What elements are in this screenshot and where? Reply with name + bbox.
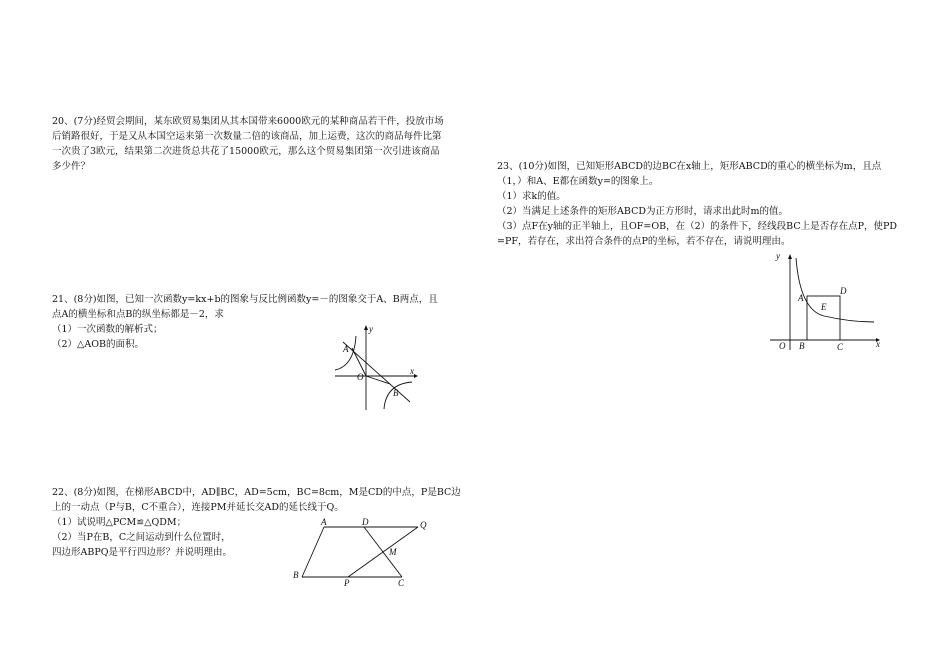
- problem-23-line-4: （2）当满足上述条件的矩形ABCD为正方形时，请求出此时m的值。: [497, 206, 788, 217]
- segment-pq: [348, 527, 418, 577]
- label-x: x: [410, 366, 414, 376]
- label-o: O: [779, 341, 786, 351]
- label-b: B: [393, 388, 399, 398]
- label-x: x: [876, 339, 880, 349]
- figure-21-graph: [330, 322, 420, 414]
- label-m: M: [389, 547, 397, 557]
- label-y: y: [776, 251, 780, 261]
- label-e: E: [821, 302, 827, 312]
- label-d: D: [362, 517, 369, 527]
- x-axis-arrow: [414, 374, 418, 378]
- label-d: D: [840, 286, 847, 296]
- problem-20-line-2: 后销路很好，于是又从本国空运来第一次数量二倍的该商品，加上运费，这次的商品每件比第: [52, 131, 442, 142]
- label-o: O: [357, 372, 364, 382]
- label-q: Q: [420, 520, 427, 530]
- problem-21-line-3: （1）一次函数的解析式；: [52, 324, 163, 335]
- label-b: B: [799, 341, 805, 351]
- label-c: C: [837, 342, 844, 352]
- problem-23-line-5: （3）点F在y轴的正半轴上，且OF=OB，在（2）的条件下，经线段BC上是否存在点P，使PD: [497, 221, 897, 232]
- problem-20-line-3: 一次贵了3欧元，结果第二次进货总共花了15000欧元，那么这个贸易集团第一次引进该商品: [52, 146, 440, 157]
- y-axis-arrow: [788, 254, 792, 259]
- problem-20: [52, 114, 444, 174]
- label-c: C: [398, 578, 405, 588]
- problem-20-line-4: 多少件？: [52, 161, 91, 172]
- figure-23-graph: [770, 250, 885, 355]
- problem-22-line-4: （2）当P在B，C之间运动到什么位置时，: [52, 532, 231, 543]
- problem-23-line-3: （1）求k的值。: [497, 191, 566, 202]
- problem-22-line-5: 四边形ABPQ是平行四边形？并说明理由。: [52, 547, 233, 558]
- problem-22-line-2: 上的一动点（P与B，C不重合），连接PM并延长交AD的延长线于Q。: [52, 502, 344, 513]
- problem-23-line-6: =PF，若存在，求出符合条件的点P的坐标，若不存在，请说明理由。: [497, 236, 791, 247]
- y-axis-arrow: [364, 325, 368, 330]
- problem-23-line-1: 23、(10分)如图，已知矩形ABCD的边BC在x轴上，矩形ABCD的重心的横坐标为m，且点: [497, 161, 882, 172]
- problem-22-line-1: 22、(8分)如图，在梯形ABCD中，AD∥BC，AD=5cm，BC=8cm，M是CD的中点，P是BC边: [52, 487, 461, 498]
- problem-23-line-2: （1，）和A、E都在函数y=的图象上。: [497, 176, 659, 187]
- problem-21-line-1: 21、(8分)如图，已知一次函数y=kx+b的图象与反比例函数y=－的图象交于A、B两点，且: [52, 294, 438, 305]
- problem-21-line-2: 点A的横坐标和点B的纵坐标都是－2，求: [52, 309, 224, 320]
- segment-ob: [366, 376, 390, 384]
- figure-22-trapezoid: [290, 515, 440, 590]
- problem-21-line-4: （2）△AOB的面积。: [52, 339, 144, 350]
- label-a: A: [321, 517, 327, 527]
- label-p: P: [344, 578, 350, 588]
- problem-23: [497, 159, 897, 249]
- label-a: A: [798, 293, 804, 303]
- hyperbola-curve: [796, 258, 874, 322]
- label-b: B: [293, 570, 299, 580]
- side-ab: [302, 527, 324, 577]
- label-a: A: [343, 344, 349, 354]
- label-y: y: [369, 324, 373, 334]
- problem-22-line-3: （1）试说明△PCM≌△QDM；: [52, 517, 187, 528]
- problem-20-line-1: 20、(7分)经贸会期间，某东欧贸易集团从其本国带来6000欧元的某种商品若干件，投放市场: [52, 116, 444, 127]
